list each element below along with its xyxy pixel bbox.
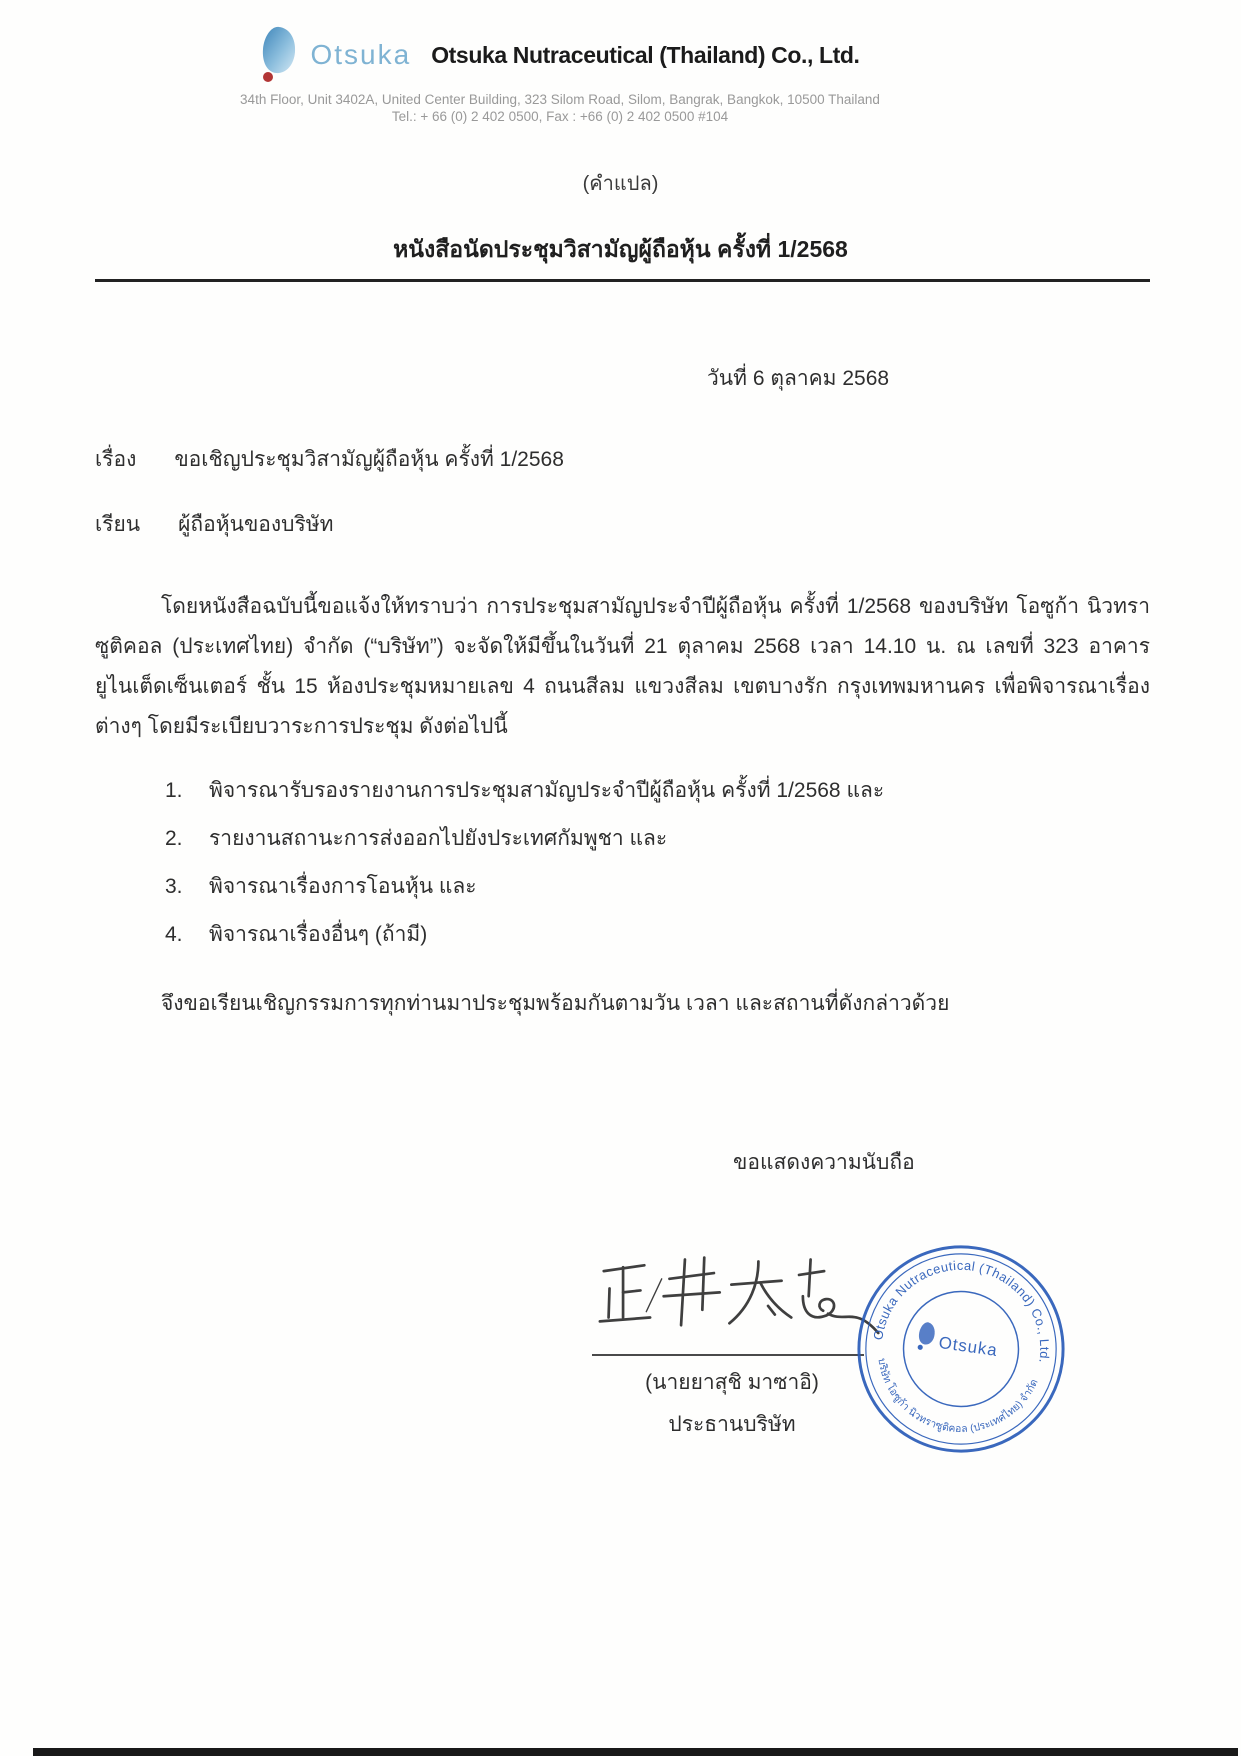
agenda-item-4 [165, 919, 1150, 950]
agenda-item-number: 4. [165, 923, 183, 946]
salutation: ขอแสดงความนับถือ [733, 1151, 915, 1174]
closing-paragraph: จึงขอเรียนเชิญกรรมการทุกท่านมาประชุมพร้อมกันตามวัน เวลา และสถานที่ดังกล่าวด้วย [161, 992, 950, 1015]
stamp-center-logo [917, 1321, 1000, 1360]
company-name: Otsuka Nutraceutical (Thailand) Co., Ltd. [431, 41, 860, 68]
agenda-list [165, 775, 1150, 950]
translation-label: (คำแปล) [582, 173, 659, 195]
otsuka-wordmark: Otsuka [310, 39, 412, 70]
title-divider [95, 279, 1150, 282]
signature-handwriting [596, 1248, 886, 1358]
subject-label: เรื่อง [95, 448, 137, 471]
letterhead [0, 26, 1120, 125]
signer-name: (นายยาสุชิ มาซาอิ) [645, 1371, 819, 1394]
scan-artifact-bar [33, 1748, 1238, 1756]
logo-row [0, 26, 1120, 84]
agenda-item-3 [165, 871, 1150, 902]
subject-text: ขอเชิญประชุมวิสามัญผู้ถือหุ้น ครั้งที่ 1/2568 [174, 448, 564, 471]
agenda-item-1 [165, 775, 1150, 806]
subject-row [95, 443, 1150, 476]
body-paragraph: โดยหนังสือฉบับนี้ขอแจ้งให้ทราบว่า การประชุมสามัญประจำปีผู้ถือหุ้น ครั้งที่ 1/2568 ของบริษัท โอซูก้า นิวทราซูติคอล (ประเทศไทย) จำกัด (“บริษัท”) จะจัดให้มีขึ้นในวันที่ 21 ตุลาคม 2568 เวลา 14.10 น. ณ เลขที่ 323 อาคารยูไนเต็ดเซ็นเตอร์ ชั้น 15 ห้องประชุมหมายเลข 4 ถนนสีลม แขวงสีลม เขตบางรัก กรุงเทพมหานคร เพื่อพิจารณาเรื่องต่างๆ โดยมีระเบียบวาระการประชุม ดังต่อไปนี้ [95, 595, 1150, 738]
agenda-item-text: พิจารณารับรองรายงานการประชุมสามัญประจำปีผู้ถือหุ้น ครั้งที่ 1/2568 และ [209, 779, 885, 802]
letter-date: วันที่ 6 ตุลาคม 2568 [707, 367, 890, 390]
agenda-item-text: รายงานสถานะการส่งออกไปยังประเทศกัมพูชา และ [209, 827, 668, 850]
letter-title: หนังสือนัดประชุมวิสามัญผู้ถือหุ้น ครั้งที่ 1/2568 [393, 236, 848, 262]
agenda-item-text: พิจารณาเรื่องการโอนหุ้น และ [209, 875, 477, 898]
to-text: ผู้ถือหุ้นของบริษัท [178, 513, 334, 536]
to-label: เรียน [95, 513, 141, 536]
stamp-arc-bottom-text: บริษัท โอซูก้า นิวทราซูติคอล (ประเทศไทย) จำกัด [875, 1357, 1041, 1436]
agenda-item-number: 3. [165, 875, 183, 898]
signer-title: ประธานบริษัท [668, 1413, 796, 1436]
address-line-2: Tel.: + 66 (0) 2 402 0500, Fax : +66 (0) 2 402 0500 #104 [391, 109, 729, 124]
to-row [95, 508, 1150, 541]
stamp-logo-text: Otsuka [937, 1332, 999, 1360]
address-line-1: 34th Floor, Unit 3402A, United Center Building, 323 Silom Road, Silom, Bangrak, Bangkok, 10500 Thailand [240, 92, 880, 107]
agenda-item-2 [165, 823, 1150, 854]
agenda-item-number: 1. [165, 779, 183, 802]
signature-section [0, 1120, 1241, 1680]
signature-line [592, 1354, 864, 1356]
otsuka-logo-icon [260, 26, 300, 84]
agenda-item-text: พิจารณาเรื่องอื่นๆ (ถ้ามี) [209, 923, 428, 946]
company-stamp [838, 1226, 1084, 1472]
agenda-item-number: 2. [165, 827, 183, 850]
stamp-arc-top-text: Otsuka Nutraceutical (Thailand) Co., Ltd. [870, 1257, 1053, 1365]
